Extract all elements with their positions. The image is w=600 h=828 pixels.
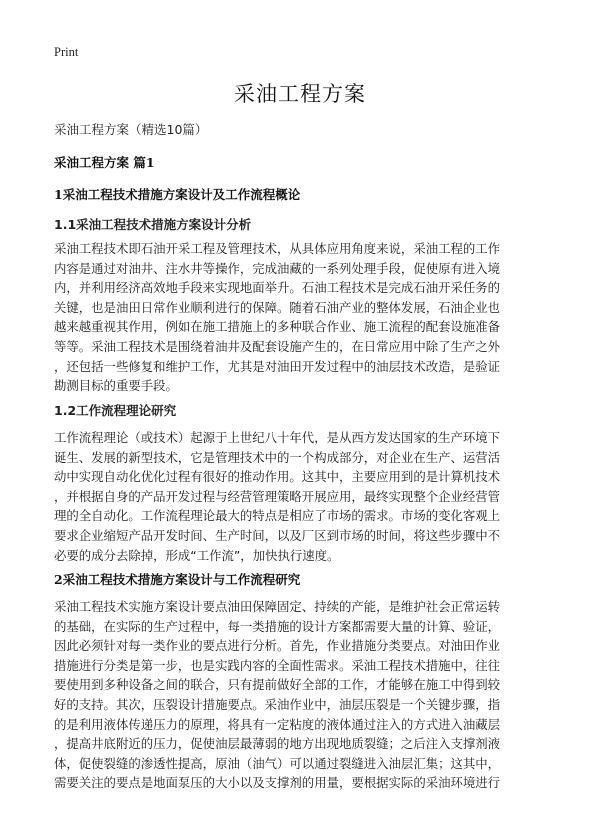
paragraph-line: 理的全自动化。工作流程理论最大的特点是相应了市场的需求。市场的变化客观上	[54, 508, 501, 524]
document-subtitle: 采油工程方案（精选10篇）	[54, 122, 208, 137]
paragraph-line: 要使用到多种设备之间的联合，只有提前做好全部的工作，才能够在施工中得到较	[54, 677, 501, 693]
paragraph-line: 的基础，在实际的生产过程中，每一类措施的设计方案都需要大量的计算、验证，	[54, 618, 501, 634]
paragraph-line: 好的支持。其次，压裂设计措施要点。采油作业中，油层压裂是一个关键步骤，指	[54, 696, 501, 712]
paragraph-line: ，提高井底附近的压力，促使油层最薄弱的地方出现地质裂缝；之后注入支撑剂液	[54, 736, 501, 752]
section-2-heading: 2采油工程技术措施方案设计与工作流程研究	[54, 572, 301, 587]
section-1-heading: 1采油工程技术措施方案设计及工作流程概论	[54, 187, 301, 202]
paragraph-line: 措施进行分类是第一步，也是实践内容的全面性需求。采油工程技术措施中，往往	[54, 657, 501, 673]
document-title: 采油工程方案	[234, 82, 366, 106]
paragraph-line: 体，促使裂缝的渗透性提高，原油（油气）可以通过裂缝进入油层汇集；这其中，	[54, 755, 501, 771]
section-1-2-paragraph	[54, 428, 548, 565]
paragraph-line: 等等。采油工程技术是围绕着油井及配套设施产生的，在日常应用中除了生产之外	[54, 338, 501, 354]
section-1-2-heading: 1.2工作流程理论研究	[54, 403, 177, 418]
paragraph-line: 需要关注的要点是地面泵压的大小以及支撑剂的用量，要根据实际的采油环境进行	[54, 775, 501, 791]
paragraph-line: 关键，也是油田日常作业顺利进行的保障。随着石油产业的整体发展，石油企业也	[54, 299, 501, 315]
paragraph-line: 必要的成分去除掉，形成“工作流”，加快执行速度。	[54, 547, 340, 563]
paragraph-line: 诞生、发展的新型技术，它是管理技术中的一个构成部分，对企业在生产、运营活	[54, 449, 501, 465]
paragraph-line: ，还包括一些修复和维护工作，尤其是对油田开发过程中的油层技术改造，是验证	[54, 358, 501, 374]
paragraph-line: 越来越重视其作用，例如在施工措施上的多种联合作业、施工流程的配套设施准备	[54, 319, 501, 335]
section-1-1-heading: 1.1采油工程技术措施方案设计分析	[54, 217, 252, 232]
paragraph-line: 采油工程技术实施方案设计要点油田保障固定、持续的产能，是维护社会正常运转	[54, 599, 501, 614]
paragraph-line: 内，并利用经济高效地手段来实现地面举升。石油工程技术是完成石油开采任务的	[54, 280, 501, 296]
paragraph-line: ，并根据自身的产品开发过程与经营管理策略开展应用，最终实现整个企业经营管	[54, 488, 501, 504]
paragraph-line: 要求企业缩短产品开发时间、生产时间，以及厂区到市场的时间，将这些步骤中不	[54, 527, 501, 543]
paragraph-line: 内容是通过对油井、注水井等操作，完成油藏的一系列处理手段，促使原有进入境	[54, 260, 501, 276]
part-heading: 采油工程方案 篇1	[54, 155, 155, 170]
paragraph-line: 动中实现自动化优化过程有很好的推动作用。这其中，主要应用到的是计算机技术	[54, 469, 501, 485]
paragraph-line: 因此必须针对每一类作业的要点进行分析。首先，作业措施分类要点。对油田作业	[54, 638, 501, 654]
paragraph-line: 勘测目标的重要手段。	[54, 378, 178, 394]
section-1-1-paragraph	[54, 239, 548, 396]
print-label: Print	[54, 45, 79, 59]
paragraph-line: 工作流程理论（或技术）起源于上世纪八十年代，是从西方发达国家的生产环境下	[54, 430, 501, 445]
section-2-paragraph	[54, 597, 548, 793]
paragraph-line: 采油工程技术即石油开采工程及管理技术，从具体应用角度来说，采油工程的工作	[54, 241, 501, 256]
paragraph-line: 的是利用液体传递压力的原理，将具有一定粘度的液体通过注入的方式进入油藏层	[54, 716, 501, 732]
